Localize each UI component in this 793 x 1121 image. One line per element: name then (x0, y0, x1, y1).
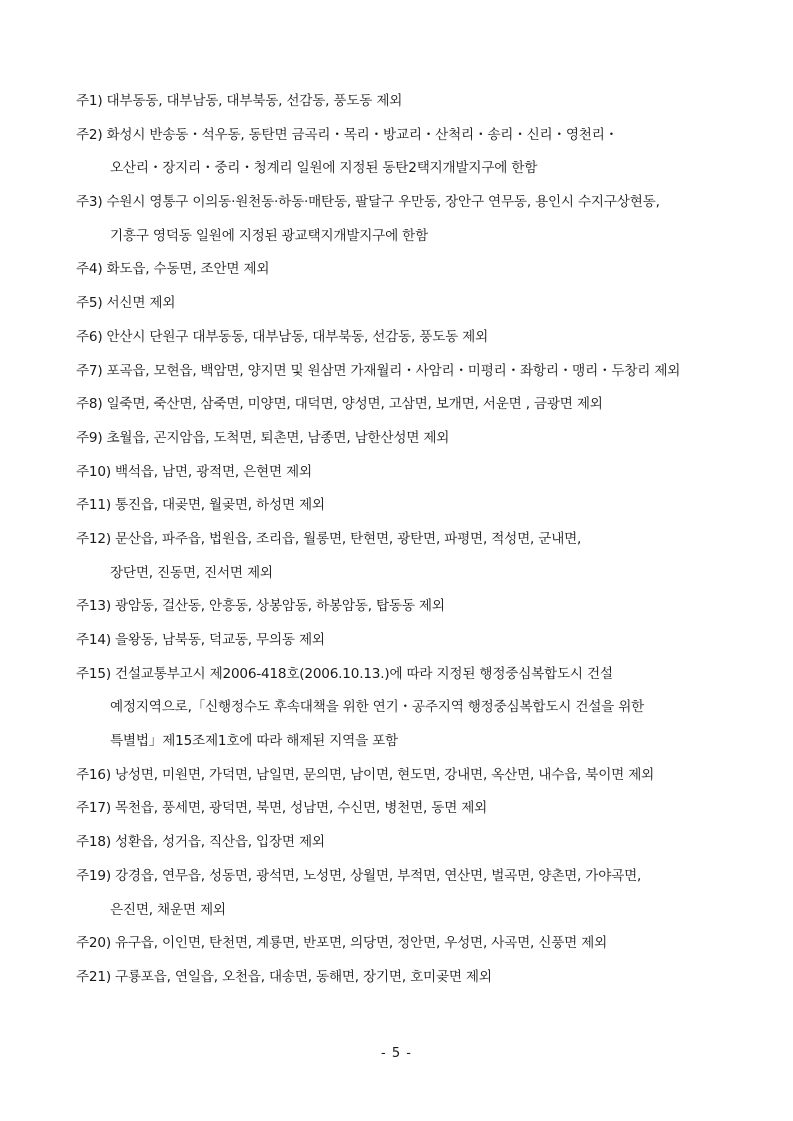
footnote-label: 주9) (76, 429, 103, 446)
footnote-label: 주11) (76, 497, 111, 514)
footnote-text: 백석읍, 남면, 광적면, 은현면 제외 (114, 463, 312, 480)
footnote-list (76, 89, 736, 999)
footnote-text: 예정지역으로,「신행정수도 후속대책을 위한 연기・공주지역 행정중심복합도시 건설을 위한 (110, 699, 645, 716)
footnote-text: 화성시 반송동・석우동, 동탄면 금곡리・목리・방교리・산척리・송리・신리・영천리・ (106, 126, 619, 143)
footnote-text: 안산시 단원구 대부동동, 대부남동, 대부북동, 선감동, 풍도동 제외 (106, 328, 489, 345)
footnote-continuation-line (76, 156, 736, 190)
footnote-text: 화도읍, 수동면, 조안면 제외 (106, 261, 270, 278)
footnote-text: 목천읍, 풍세면, 광덕면, 북면, 성남면, 수신면, 병천면, 동면 제외 (114, 800, 488, 817)
footnote-text: 성환읍, 성거읍, 직산읍, 입장면 제외 (114, 834, 325, 851)
footnote-line (76, 257, 736, 291)
footnote-continuation-line (76, 695, 736, 729)
footnote-text: 을왕동, 남북동, 덕교동, 무의동 제외 (114, 632, 325, 648)
footnote-line (76, 594, 736, 628)
footnote-label: 주13) (76, 598, 111, 615)
footnote-continuation-line (76, 729, 736, 763)
footnote-text: 건설교통부고시 제2006-418호(2006.10.13.)에 따라 지정된 행정중심복합도시 건설 (114, 665, 613, 682)
footnote-text: 일죽면, 죽산면, 삼죽면, 미양면, 대덕면, 양성면, 고삼면, 보개면, 서운면 , 금광면 제외 (106, 396, 603, 413)
footnote-text: 통진읍, 대곶면, 월곶면, 하성면 제외 (114, 497, 325, 514)
footnote-line (76, 527, 736, 561)
footnote-text: 수원시 영통구 이의동·원천동·하동·매탄동, 팔달구 우만동, 장안구 연무동, 용인시 수지구상현동, (106, 194, 660, 211)
footnote-label: 주18) (76, 834, 111, 851)
footnote-label: 주20) (76, 935, 111, 952)
footnote-text: 장단면, 진동면, 진서면 제외 (110, 564, 273, 581)
footnote-text: 광암동, 걸산동, 안흥동, 상봉암동, 하봉암동, 탑동동 제외 (114, 598, 445, 615)
footnote-line (76, 359, 736, 393)
footnote-line (76, 89, 736, 123)
footnote-line (76, 931, 736, 965)
footnote-text: 은진면, 채운면 제외 (110, 901, 226, 918)
footnote-continuation-line (76, 224, 736, 258)
footnote-line (76, 291, 736, 325)
footnote-label: 주19) (76, 867, 111, 884)
footnote-label: 주17) (76, 800, 111, 817)
footnote-line (76, 123, 736, 157)
footnote-label: 주1) (76, 93, 103, 109)
footnote-label: 주5) (76, 295, 103, 312)
footnote-text: 오산리・장지리・중리・청계리 일원에 지정된 동탄2택지개발지구에 한함 (110, 160, 538, 177)
footnote-line (76, 325, 736, 359)
footnote-label: 주16) (76, 766, 111, 783)
footnote-text: 문산읍, 파주읍, 법원읍, 조리읍, 월롱면, 탄현면, 광탄면, 파평면, 적성면, 군내면, (114, 530, 582, 547)
footnote-line (76, 965, 736, 999)
footnote-label: 주15) (76, 665, 111, 682)
footnote-label: 주8) (76, 396, 103, 413)
footnote-text: 특별법」제15조제1호에 따라 해제된 지역을 포함 (110, 733, 398, 750)
footnote-text: 초월읍, 곤지암읍, 도척면, 퇴촌면, 남종면, 남한산성면 제외 (106, 429, 450, 446)
footnote-line (76, 190, 736, 224)
footnote-text: 서신면 제외 (106, 295, 176, 312)
footnote-label: 주4) (76, 261, 103, 278)
footnote-label: 주2) (76, 126, 103, 143)
footnote-line (76, 426, 736, 460)
footnote-text: 기흥구 영덕동 일원에 지정된 광교택지개발지구에 한함 (110, 227, 429, 244)
footnote-label: 주7) (76, 362, 103, 379)
footnote-text: 구룡포읍, 연일읍, 오천읍, 대송면, 동해면, 장기면, 호미곶면 제외 (114, 968, 492, 985)
footnote-line (76, 662, 736, 696)
footnote-line (76, 864, 736, 898)
footnote-line (76, 763, 736, 797)
footnote-label: 주6) (76, 328, 103, 345)
footnote-line (76, 628, 736, 662)
footnote-label: 주10) (76, 463, 111, 480)
footnote-text: 포곡읍, 모현읍, 백암면, 양지면 및 원삼면 가재월리・사암리・미평리・좌항리・맹리・두창리 제외 (106, 362, 681, 379)
footnote-text: 강경읍, 연무읍, 성동면, 광석면, 노성면, 상월면, 부적면, 연산면, 벌곡면, 양촌면, 가야곡면, (114, 867, 642, 884)
page-number: - 5 - (381, 1046, 412, 1061)
footnote-line (76, 830, 736, 864)
footnote-label: 주3) (76, 194, 103, 211)
footnote-line (76, 796, 736, 830)
footnote-continuation-line (76, 561, 736, 595)
footnote-continuation-line (76, 898, 736, 932)
footnote-line (76, 392, 736, 426)
footnote-line (76, 460, 736, 494)
footnote-label: 주21) (76, 968, 111, 985)
footnote-text: 유구읍, 이인면, 탄천면, 계룡면, 반포면, 의당면, 정안면, 우성면, 사곡면, 신풍면 제외 (114, 935, 608, 952)
footnote-line (76, 493, 736, 527)
footnote-label: 주12) (76, 530, 111, 547)
footnote-text: 대부동동, 대부남동, 대부북동, 선감동, 풍도동 제외 (106, 93, 403, 109)
footnote-text: 낭성면, 미원면, 가덕면, 남일면, 문의면, 남이면, 현도면, 강내면, 옥산면, 내수읍, 북이면 제외 (114, 766, 655, 783)
footnote-label: 주14) (76, 632, 111, 648)
